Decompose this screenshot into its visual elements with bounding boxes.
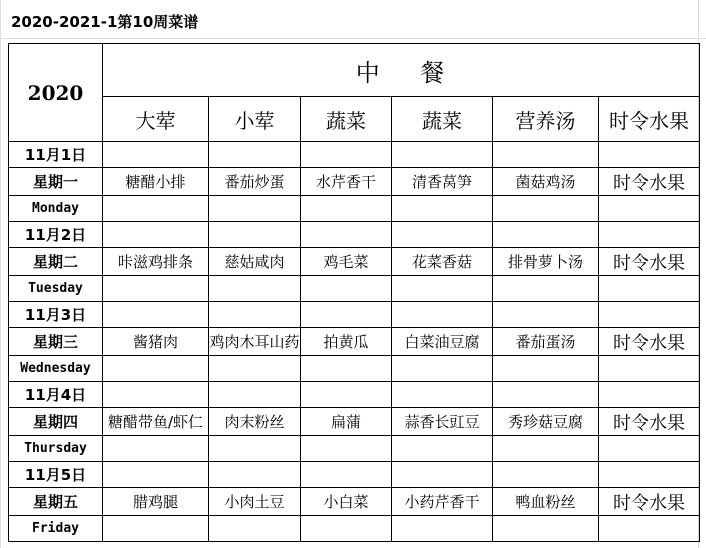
dish-cell[interactable]: 排骨萝卜汤	[493, 248, 599, 276]
empty-cell[interactable]	[301, 302, 392, 328]
fruit-cell[interactable]: 时令水果	[599, 248, 700, 276]
weekday-cell[interactable]: 星期三	[9, 328, 103, 356]
fruit-cell[interactable]: 时令水果	[599, 408, 700, 436]
empty-cell[interactable]	[301, 142, 392, 168]
date-cell[interactable]: 11月1日	[9, 142, 103, 168]
dish-cell[interactable]: 小药芹香干	[392, 488, 493, 516]
menu-table	[8, 43, 700, 542]
dish-cell[interactable]: 水芹香干	[301, 168, 392, 196]
sheet-title[interactable]: 2020-2021-1第10周菜谱	[11, 13, 199, 31]
fruit-cell[interactable]: 时令水果	[599, 168, 700, 196]
empty-cell[interactable]	[493, 302, 599, 328]
empty-cell[interactable]	[392, 436, 493, 462]
dish-cell[interactable]: 肉末粉丝	[209, 408, 301, 436]
dish-cell[interactable]: 慈姑咸肉	[209, 248, 301, 276]
empty-cell[interactable]	[493, 356, 599, 382]
empty-cell[interactable]	[301, 462, 392, 488]
dish-cell[interactable]: 菌菇鸡汤	[493, 168, 599, 196]
empty-cell[interactable]	[493, 516, 599, 542]
dish-cell[interactable]: 蒜香长豇豆	[392, 408, 493, 436]
english-weekday-cell[interactable]: Thursday	[9, 436, 103, 462]
empty-cell[interactable]	[392, 276, 493, 302]
empty-cell[interactable]	[301, 222, 392, 248]
dish-cell[interactable]: 扁蒲	[301, 408, 392, 436]
empty-cell[interactable]	[493, 382, 599, 408]
dish-cell[interactable]: 拍黄瓜	[301, 328, 392, 356]
dish-cell[interactable]: 番茄蛋汤	[493, 328, 599, 356]
weekday-cell[interactable]: 星期一	[9, 168, 103, 196]
weekday-cell[interactable]: 星期二	[9, 248, 103, 276]
english-weekday-cell[interactable]: Wednesday	[9, 356, 103, 382]
empty-cell[interactable]	[209, 222, 301, 248]
date-cell[interactable]: 11月5日	[9, 462, 103, 488]
empty-cell[interactable]	[392, 142, 493, 168]
date-cell[interactable]: 11月4日	[9, 382, 103, 408]
year-cell[interactable]: 2020	[9, 44, 103, 142]
empty-cell[interactable]	[103, 462, 209, 488]
empty-cell[interactable]	[209, 276, 301, 302]
empty-cell[interactable]	[392, 516, 493, 542]
empty-cell[interactable]	[493, 196, 599, 222]
english-weekday-cell[interactable]: Tuesday	[9, 276, 103, 302]
dish-cell[interactable]: 番茄炒蛋	[209, 168, 301, 196]
date-cell[interactable]: 11月2日	[9, 222, 103, 248]
empty-cell[interactable]	[103, 516, 209, 542]
empty-cell[interactable]	[301, 276, 392, 302]
empty-cell[interactable]	[209, 436, 301, 462]
weekday-cell[interactable]: 星期四	[9, 408, 103, 436]
empty-cell[interactable]	[209, 356, 301, 382]
empty-cell[interactable]	[301, 436, 392, 462]
empty-cell[interactable]	[301, 382, 392, 408]
column-header[interactable]: 大荤	[103, 97, 209, 142]
dish-cell[interactable]: 咔滋鸡排条	[103, 248, 209, 276]
empty-cell[interactable]	[599, 516, 700, 542]
fruit-cell[interactable]: 时令水果	[599, 488, 700, 516]
empty-cell[interactable]	[599, 142, 700, 168]
empty-cell[interactable]	[103, 382, 209, 408]
empty-cell[interactable]	[599, 462, 700, 488]
dish-cell[interactable]: 花菜香菇	[392, 248, 493, 276]
empty-cell[interactable]	[599, 196, 700, 222]
dish-cell[interactable]: 糖醋带鱼/虾仁	[103, 408, 209, 436]
empty-cell[interactable]	[392, 196, 493, 222]
empty-cell[interactable]	[493, 462, 599, 488]
empty-cell[interactable]	[103, 302, 209, 328]
empty-cell[interactable]	[493, 142, 599, 168]
column-header[interactable]: 蔬菜	[392, 97, 493, 142]
column-header[interactable]: 蔬菜	[301, 97, 392, 142]
dish-cell[interactable]: 酱猪肉	[103, 328, 209, 356]
empty-cell[interactable]	[301, 516, 392, 542]
empty-cell[interactable]	[392, 302, 493, 328]
empty-cell[interactable]	[301, 356, 392, 382]
empty-cell[interactable]	[103, 356, 209, 382]
empty-cell[interactable]	[103, 142, 209, 168]
empty-cell[interactable]	[599, 382, 700, 408]
empty-cell[interactable]	[209, 382, 301, 408]
dish-cell[interactable]: 鸡肉木耳山药	[209, 328, 301, 356]
dish-cell[interactable]: 鸡毛菜	[301, 248, 392, 276]
empty-cell[interactable]	[599, 436, 700, 462]
empty-cell[interactable]	[103, 196, 209, 222]
empty-cell[interactable]	[392, 356, 493, 382]
empty-cell[interactable]	[493, 436, 599, 462]
empty-cell[interactable]	[103, 222, 209, 248]
empty-cell[interactable]	[209, 462, 301, 488]
empty-cell[interactable]	[599, 276, 700, 302]
column-header[interactable]: 时令水果	[599, 97, 700, 142]
english-weekday-cell[interactable]: Monday	[9, 196, 103, 222]
empty-cell[interactable]	[392, 382, 493, 408]
meal-header[interactable]: 中 餐	[103, 44, 700, 97]
column-header[interactable]: 营养汤	[493, 97, 599, 142]
empty-cell[interactable]	[209, 516, 301, 542]
weekday-cell[interactable]: 星期五	[9, 488, 103, 516]
empty-cell[interactable]	[392, 462, 493, 488]
empty-cell[interactable]	[301, 196, 392, 222]
empty-cell[interactable]	[209, 196, 301, 222]
dish-cell[interactable]: 白菜油豆腐	[392, 328, 493, 356]
column-header[interactable]: 小荤	[209, 97, 301, 142]
dish-cell[interactable]: 鸭血粉丝	[493, 488, 599, 516]
date-cell[interactable]: 11月3日	[9, 302, 103, 328]
empty-cell[interactable]	[493, 222, 599, 248]
empty-cell[interactable]	[103, 436, 209, 462]
empty-cell[interactable]	[209, 142, 301, 168]
empty-cell[interactable]	[209, 302, 301, 328]
dish-cell[interactable]: 小肉土豆	[209, 488, 301, 516]
fruit-cell[interactable]: 时令水果	[599, 328, 700, 356]
dish-cell[interactable]: 清香莴笋	[392, 168, 493, 196]
english-weekday-cell[interactable]: Friday	[9, 516, 103, 542]
empty-cell[interactable]	[103, 276, 209, 302]
dish-cell[interactable]: 腊鸡腿	[103, 488, 209, 516]
dish-cell[interactable]: 小白菜	[301, 488, 392, 516]
dish-cell[interactable]: 糖醋小排	[103, 168, 209, 196]
empty-cell[interactable]	[599, 356, 700, 382]
empty-cell[interactable]	[493, 276, 599, 302]
dish-cell[interactable]: 秀珍菇豆腐	[493, 408, 599, 436]
empty-cell[interactable]	[599, 222, 700, 248]
empty-cell[interactable]	[392, 222, 493, 248]
empty-cell[interactable]	[599, 302, 700, 328]
